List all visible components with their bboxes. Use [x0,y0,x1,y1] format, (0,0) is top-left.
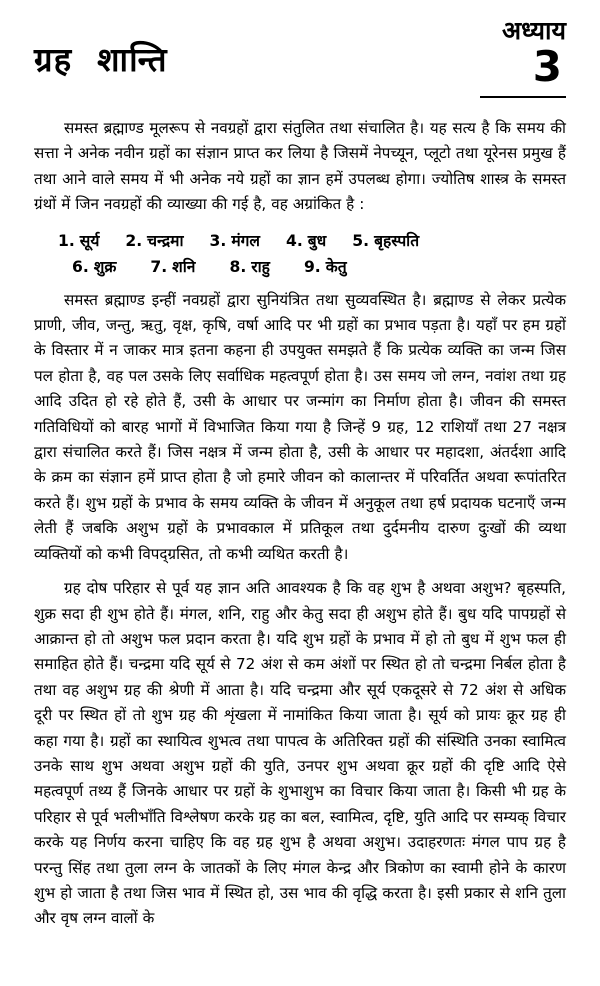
list-item [125,228,183,254]
list-item-number: 8. [229,257,247,276]
page-header [34,18,566,104]
list-item-number: 9. [303,257,321,276]
paragraph-3: ग्रह दोष परिहार से पूर्व यह ज्ञान अति आवश्यक है कि वह शुभ है अथवा अशुभ? बृहस्पति, शुक्र सदा ही शुभ होते हैं। मंगल, शनि, राहु और केतु सदा ही अशुभ होते हैं। बुध यदि पापग्रहों से आक्रान्त हो तो अशुभ फल प्रदान करता है। यदि शुभ ग्रहों के प्रभाव में हो तो बुध में शुभ फल ही समाहित होते हैं। चन्द्रमा यदि सूर्य से 72 अंश से कम अंशों पर स्थित हो तो चन्द्रमा निर्बल होता है तथा वह अशुभ ग्रह की श्रेणी में आता है। यदि चन्द्रमा और सूर्य एकदूसरे से 72 अंश से अधिक दूरी पर स्थित हों तो शुभ ग्रह की शृंखला में नामांकित किया जाता है। सूर्य को प्रायः क्रूर ग्रह ही कहा गया है। ग्रहों का स्थायित्व शुभत्व तथा पापत्व के अतिरिक्त ग्रहों की संस्थिति उनका स्वामित्व उनके साथ शुभ अथवा अशुभ ग्रहों की युति, उनपर शुभ अथवा क्रूर ग्रहों की दृष्टि आदि ऐसे महत्वपूर्ण तथ्य हैं जिनके आधार पर ग्रहों के शुभाशुभ का विचार किया जाता है। किसी भी ग्रह के परिहार से पूर्व भलीभाँति विश्लेषण करके ग्रह का बल, स्वामित्व, दृष्टि, युति आदि पर सम्यक् विचार करके यह निर्णय करना चाहिए कि वह ग्रह शुभ है अथवा अशुभ। उदाहरणतः मंगल पाप ग्रह है परन्तु सिंह तथा तुला लग्न के जातकों के लिए मंगल केन्द्र और त्रिकोण का स्वामी होने के कारण शुभ हो जाता है तथा जिस भाव में स्थित हो, उस भाव की वृद्धि करता है। इसी प्रकार से शनि तुला और वृष लग्न वालों के [34,579,566,928]
list-item [150,254,195,280]
list-item-label: केतु [325,257,347,276]
list-item [304,254,347,280]
list-item-label: बृहस्पति [374,231,420,250]
graha-list [34,228,566,280]
list-item-number: 2. [125,231,143,250]
list-item-number: 1. [58,231,75,250]
list-item-number: 4. [286,231,303,250]
page-title: ग्रह शान्ति [34,40,168,79]
list-item-number: 6. [72,257,89,276]
paragraph-2: समस्त ब्रह्माण्ड इन्हीं नवग्रहों द्वारा सुनियंत्रित तथा सुव्यवस्थित है। ब्रह्माण्ड से लेकर प्रत्येक प्राणी, जीव, जन्तु, ऋतु, वृक्ष, कृषि, वर्षा आदि पर भी ग्रहों का प्रभाव पड़ता है। यहाँ पर हम ग्रहों के विस्तार में न जाकर मात्र इतना कहना ही उपयुक्त समझते हैं कि प्रत्येक व्यक्ति का जन्म जिस पल होता है, वह पल उसके लिए सर्वाधिक महत्वपूर्ण होता है। उस समय जो लग्न, नवांश तथा ग्रह आदि उदित हो रहे होते हैं, उसी के आधार पर जन्मांग का निर्माण होता है। जीवन की समस्त गतिविधियों को बारह भागों में विभाजित किया गया है जिन्हें 9 ग्रह, 12 राशियाँ तथा 27 नक्षत्र द्वारा संचालित करते हैं। जिस नक्षत्र में जन्म होता है, उसी के आधार पर महादशा, अंतर्दशा आदि के क्रम का संज्ञान हमें प्राप्त होता है जो हमारे जीवन को कालान्तर में परिवर्तित अथवा रूपांतरित करते हैं। शुभ ग्रहों के प्रभाव के समय व्यक्ति के जीवन में अनुकूल तथा हर्ष प्रदायक घटनाएँ जन्म लेती हैं जबकि अशुभ ग्रहों के प्रभावकाल में प्रतिकूल तथा दुर्दमनीय दारुण दुःखों की व्यथा व्यक्तियों को कभी विपद्ग्रसित, तो कभी व्यथित करती है। [34,290,566,563]
paragraph-1: समस्त ब्रह्माण्ड मूलरूप से नवग्रहों द्वारा संतुलित तथा संचालित है। यह सत्य है कि समय की सत्ता ने अनेक नवीन ग्रहों का संज्ञान प्राप्त कर लिया है जिसमें नेपच्यून, प्लूटो तथा यूरेनस प्रमुख हैं तथा आने वाले समय में भी अनेक नये ग्रहों का ज्ञान हमें उपलब्ध होगा। ज्योतिष शास्त्र के समस्त ग्रंथों में जिन नवग्रहों की व्याख्या की गई है, वह अग्रांकित है : [34,119,566,214]
header-divider [480,96,566,98]
graha-list-row [34,254,566,280]
list-item [58,228,99,254]
list-item-label: चन्द्रमा [147,231,184,250]
list-item-number: 7. [150,257,168,276]
chapter-label: अध्याय [502,16,566,45]
list-item-label: बुध [307,231,327,250]
list-item [286,228,326,254]
chapter-number: 3 [532,42,562,91]
list-item [229,254,269,280]
list-item [210,228,260,254]
list-item-label: मंगल [231,231,260,250]
list-item-number: 5. [352,231,370,250]
list-item-label: शनि [172,257,196,276]
list-item [352,228,419,254]
list-item-number: 3. [209,231,227,250]
document-body [34,116,566,932]
list-item-label: शुक्र [93,257,117,276]
list-item [72,254,116,280]
list-item-label: सूर्य [79,231,100,250]
list-item-label: राहु [251,257,270,276]
graha-list-row [34,228,566,254]
